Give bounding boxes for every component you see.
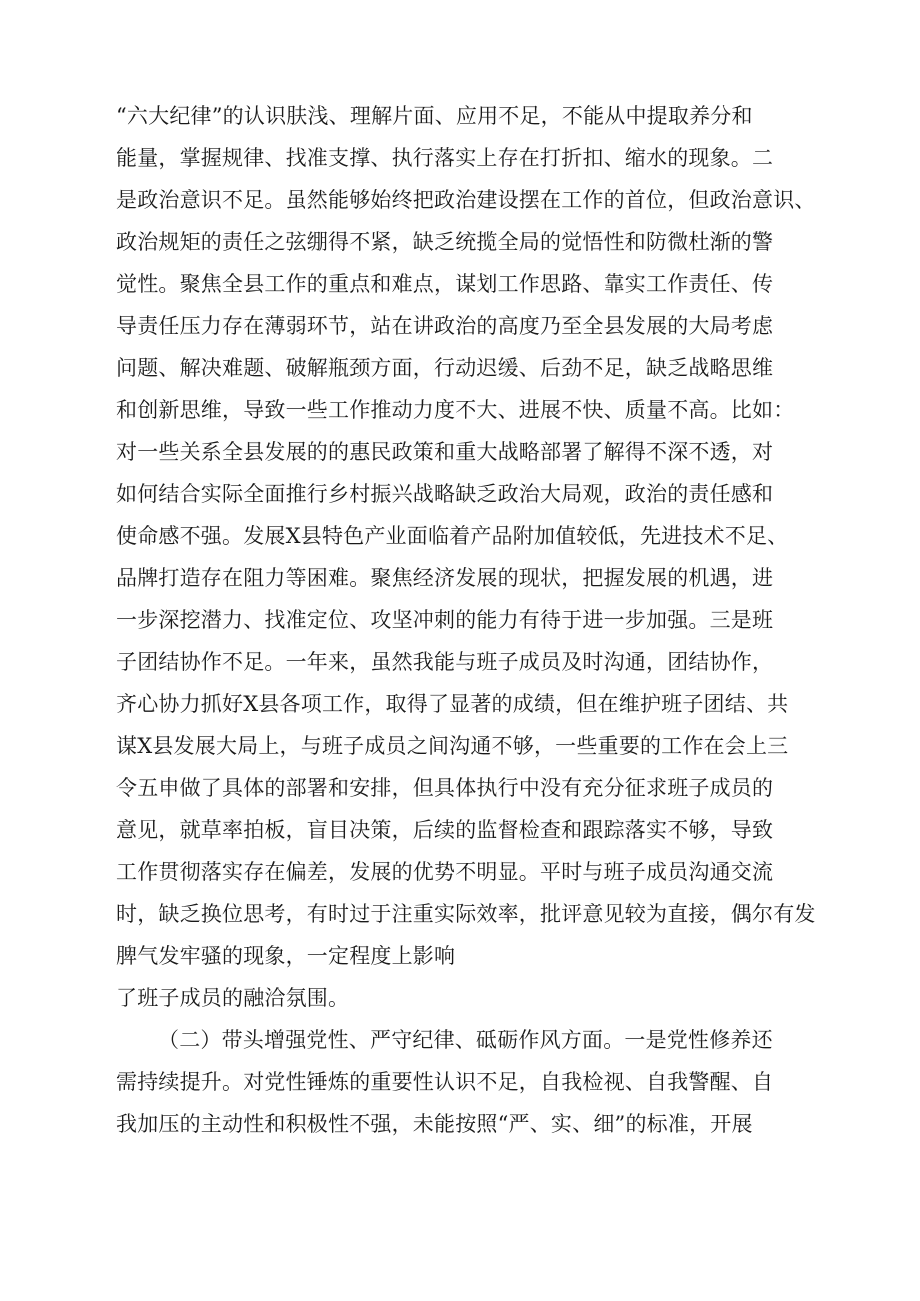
text-line: 品牌打造存在阻力等困难。聚焦经济发展的现状，把握发展的机遇，进 (116, 566, 774, 590)
text-line: 和创新思维，导致一些工作推动力度不大、进展不快、质量不高。比如： (116, 398, 795, 422)
section-heading-line: （二）带头增强党性、严守纪律、砥砺作风方面。一是党性修养还 (158, 1028, 773, 1052)
text-line: 导责任压力存在薄弱环节，站在讲政治的高度乃至全县发展的大局考虑 (116, 314, 774, 338)
text-line: 齐心协力抓好X县各项工作，取得了显著的成绩，但在维护班子团结、共 (116, 692, 789, 716)
text-line: 谋X县发展大局上，与班子成员之间沟通不够，一些重要的工作在会上三 (116, 734, 789, 758)
text-line: 脾气发牢骚的现象，一定程度上影响 (116, 944, 456, 968)
text-line: “六大纪律”的认识肤浅、理解片面、应用不足，不能从中提取养分和 (116, 104, 753, 128)
text-line: 意见，就草率拍板，盲目决策，后续的监督检查和跟踪落实不够，导致 (116, 818, 774, 842)
text-line: 问题、解决难题、破解瓶颈方面，行动迟缓、后劲不足，缺乏战略思维 (116, 356, 774, 380)
text-line: 了班子成员的融洽氛围。 (116, 986, 350, 1010)
text-line: 我加压的主动性和积极性不强，未能按照“严、实、细”的标准，开展 (116, 1112, 753, 1136)
text-line: 需持续提升。对党性锤炼的重要性认识不足，自我检视、自我警醒、自 (116, 1070, 774, 1094)
text-line: 时，缺乏换位思考，有时过于注重实际效率，批评意见较为直接，偶尔有发 (116, 902, 816, 926)
text-line: 能量，掌握规律、找准支撑、执行落实上存在打折扣、缩水的现象。二 (116, 146, 774, 170)
text-line: 令五申做了具体的部署和安排，但具体执行中没有充分征求班子成员的 (116, 776, 774, 800)
text-line: 政治规矩的责任之弦绷得不紧，缺乏统揽全局的觉悟性和防微杜渐的警 (116, 230, 774, 254)
text-line: 使命感不强。发展X县特色产业面临着产品附加值较低，先进技术不足、 (116, 524, 789, 548)
text-line: 工作贯彻落实存在偏差，发展的优势不明显。平时与班子成员沟通交流 (116, 860, 774, 884)
text-line: 是政治意识不足。虽然能够始终把政治建设摆在工作的首位，但政治意识、 (116, 188, 816, 212)
text-line: 一步深挖潜力、找准定位、攻坚冲刺的能力有待于进一步加强。三是班 (116, 608, 774, 632)
text-line: 子团结协作不足。一年来，虽然我能与班子成员及时沟通，团结协作， (116, 650, 774, 674)
text-line: 觉性。聚焦全县工作的重点和难点，谋划工作思路、靠实工作责任、传 (116, 272, 774, 296)
text-line: 对一些关系全县发展的的惠民政策和重大战略部署了解得不深不透，对 (116, 440, 774, 464)
text-line: 如何结合实际全面推行乡村振兴战略缺乏政治大局观，政治的责任感和 (116, 482, 774, 506)
